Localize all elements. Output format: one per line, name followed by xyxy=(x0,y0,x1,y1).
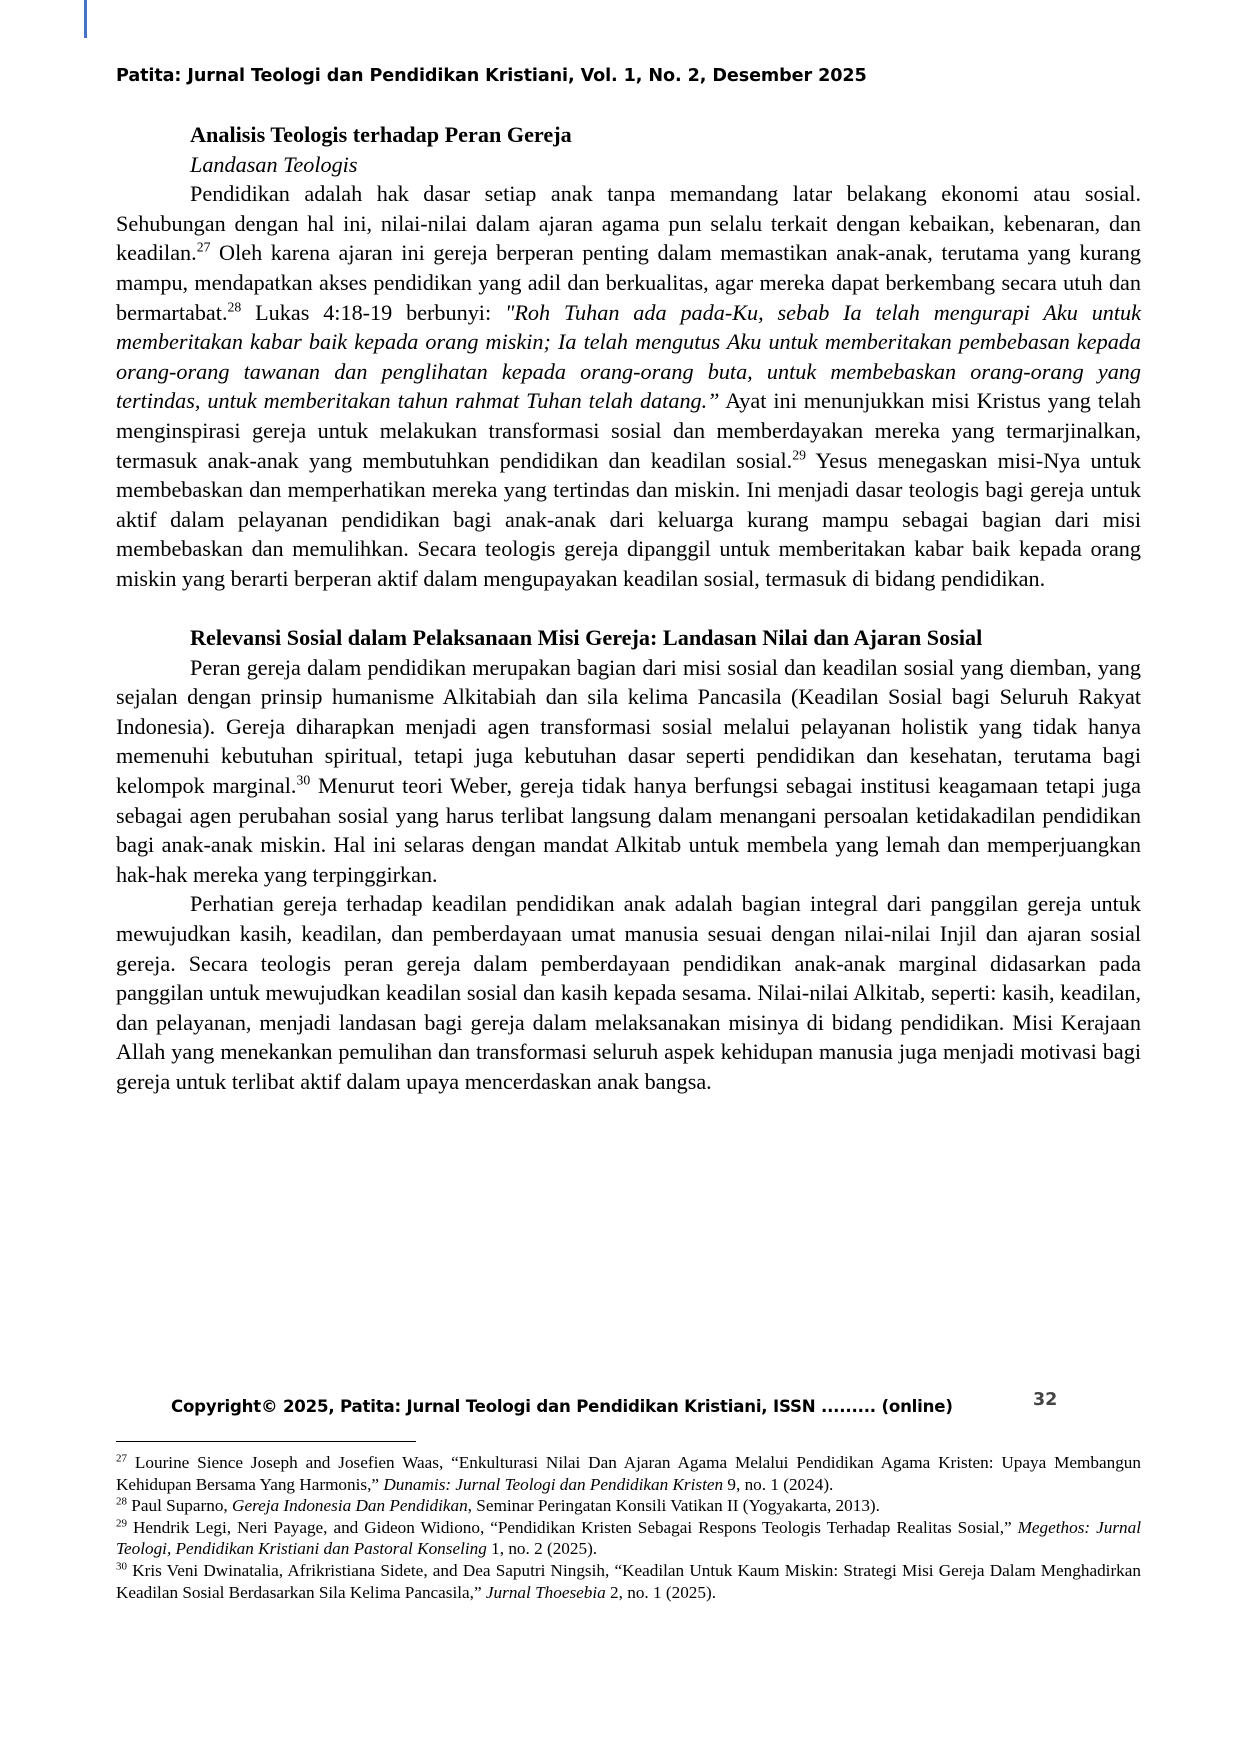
footnote-text: 2, no. 1 (2025). xyxy=(605,1582,717,1602)
footnote-30 xyxy=(116,1560,1141,1603)
footnote-number: 28 xyxy=(116,1495,127,1508)
footnote-text: Lourine Sience Joseph and Josefien Waas, “Enkulturasi Nilai Dan Ajaran Agama Melalui Pendidikan Agama Kristen: Upaya Membangun Kehidupan Bersama Yang Harmonis,” xyxy=(116,1453,1141,1494)
subheading-landasan-teologis: Landasan Teologis xyxy=(190,151,358,177)
page-number: 32 xyxy=(1033,1390,1058,1410)
footnote-number: 30 xyxy=(116,1560,127,1573)
paragraph-text: Pendidikan adalah hak dasar setiap anak tanpa memandang latar belakang ekonomi atau sosial. Sehubungan dengan hal ini, nilai-nilai dalam ajaran agama pun selalu terkait dengan kebaikan, kebenaran, dan keadilan. xyxy=(116,181,1141,266)
footnote-book-title: Gereja Indonesia Dan Pendidikan xyxy=(232,1496,468,1516)
footnotes xyxy=(116,1452,1141,1603)
footnote-separator xyxy=(116,1441,416,1442)
footnote-text: Paul Suparno, xyxy=(127,1496,233,1516)
header-accent-bar xyxy=(84,0,87,38)
section-heading-analisis: Analisis Teologis terhadap Peran Gereja xyxy=(190,122,572,147)
footnote-text: Hendrik Legi, Neri Payage, and Gideon Widiono, “Pendidikan Kristen Sebagai Respons Teologis Terhadap Realitas Sosial,” xyxy=(127,1517,1018,1537)
footnote-text: 1, no. 2 (2025). xyxy=(486,1539,598,1559)
main-body xyxy=(116,120,1141,1097)
paragraph-text: Lukas 4:18-19 berbunyi: xyxy=(241,299,506,325)
footnote-journal-title: Jurnal Thoesebia xyxy=(485,1582,606,1602)
paragraph-relevansi-1 xyxy=(116,653,1141,890)
footer-copyright: Copyright© 2025, Patita: Jurnal Teologi dan Pendidikan Kristiani, ISSN ......... (online) xyxy=(171,1397,953,1416)
footnote-27 xyxy=(116,1452,1141,1495)
paragraph-text: Yesus menegaskan misi-Nya untuk membebaskan dan memperhatikan mereka yang tertindas dan miskin. Ini menjadi dasar teologis bagi gereja untuk aktif dalam pelayanan pendidikan bagi anak-anak dari keluarga kurang mampu sebagai bagian dari misi membebaskan dan memulihkan. Secara teologis gereja dipanggil untuk memberitakan kabar baik kepada orang miskin yang berarti berperan aktif dalam mengupayakan keadilan sosial, termasuk di bidang pendidikan. xyxy=(116,447,1141,591)
footnote-ref-30[interactable]: 30 xyxy=(296,772,311,788)
footnote-journal-title: Dunamis: Jurnal Teologi dan Pendidikan Kristen xyxy=(383,1474,724,1494)
section-spacer xyxy=(116,594,1141,624)
footnote-journal-title: Megethos: Jurnal Teologi, Pendidikan Kristiani dan Pastoral Konseling xyxy=(116,1517,1141,1559)
paragraph-relevansi-2: Perhatian gereja terhadap keadilan pendidikan anak adalah bagian integral dari panggilan gereja untuk mewujudkan kasih, keadilan, dan pemberdayaan umat manusia sesuai dengan nilai-nilai Injil dan ajaran sosial gereja. Secara teologis peran gereja dalam pemberdayaan pendidikan anak-anak marginal didasarkan pada panggilan untuk mewujudkan keadilan sosial dan kasih kepada sesama. Nilai-nilai Alkitab, seperti: kasih, keadilan, dan pelayanan, menjadi landasan bagi gereja dalam melaksanakan misinya di bidang pendidikan. Misi Kerajaan Allah yang menekankan pemulihan dan transformasi seluruh aspek kehidupan manusia juga menjadi motivasi bagi gereja untuk terlibat aktif dalam upaya mencerdaskan anak bangsa. xyxy=(116,891,1141,1094)
section-heading-relevansi-sosial: Relevansi Sosial dalam Pelaksanaan Misi Gereja: Landasan Nilai dan Ajaran Sosial xyxy=(190,625,983,651)
footnote-text: 9, no. 1 (2024). xyxy=(723,1474,834,1494)
paragraph-text: Oleh karena ajaran ini gereja berperan penting dalam memastikan anak-anak, terutama yang kurang mampu, mendapatkan akses pendidikan yang adil dan berkualitas, agar mereka dapat berkembang secara utuh dan bermartabat. xyxy=(116,240,1141,325)
paragraph-text: Ayat ini menunjukkan misi Kristus yang telah menginspirasi gereja untuk melakukan transformasi sosial dan memberdayakan mereka yang termarjinalkan, termasuk anak-anak yang membutuhkan pendidikan dan keadilan sosial. xyxy=(116,388,1141,473)
scripture-quote: "Roh Tuhan ada pada-Ku, sebab Ia telah mengurapi Aku untuk memberitakan kabar baik kepada orang miskin; Ia telah mengutus Aku untuk memberitakan pembebasan kepada orang-orang tawanan dan penglihatan kepada orang-orang buta, untuk membebaskan orang-orang yang tertindas, untuk memberitakan tahun rahmat Tuhan telah datang.” xyxy=(116,299,1142,414)
footnote-text: Kris Veni Dwinatalia, Afrikristiana Sidete, and Dea Saputri Ningsih, “Keadilan Untuk Kaum Miskin: Strategi Misi Gereja Dalam Menghadirkan Keadilan Sosial Berdasarkan Sila Kelima Pancasila,” xyxy=(116,1560,1141,1602)
footnote-ref-28[interactable]: 28 xyxy=(227,299,242,315)
footnote-28 xyxy=(116,1495,1141,1517)
footnote-text: , Seminar Peringatan Konsili Vatikan II (Yogyakarta, 2013). xyxy=(467,1496,880,1516)
running-header: Patita: Jurnal Teologi dan Pendidikan Kristiani, Vol. 1, No. 2, Desember 2025 xyxy=(116,66,867,86)
footnote-ref-29[interactable]: 29 xyxy=(792,447,806,463)
paragraph-text: Menurut teori Weber, gereja tidak hanya berfungsi sebagai institusi keagamaan tetapi juga sebagai agen perubahan sosial yang harus terlibat langsung dalam menangani persoalan ketidakadilan pendidikan bagi anak-anak miskin. Hal ini selaras dengan mandat Alkitab untuk membela yang lemah dan memperjuangkan hak-hak mereka yang terpinggirkan. xyxy=(116,773,1141,887)
paragraph-text: Peran gereja dalam pendidikan merupakan bagian dari misi sosial dan keadilan sosial yang diemban, yang sejalan dengan prinsip humanisme Alkitabiah dan sila kelima Pancasila (Keadilan Sosial bagi Seluruh Rakyat Indonesia). Gereja diharapkan menjadi agen transformasi sosial melalui pelayanan holistik yang tidak hanya memenuhi kebutuhan spiritual, tetapi juga kebutuhan dasar seperti pendidikan dan kesehatan, terutama bagi kelompok marginal. xyxy=(116,654,1141,799)
footnote-number: 29 xyxy=(116,1517,127,1530)
footnote-number: 27 xyxy=(116,1452,127,1465)
footnote-ref-27[interactable]: 27 xyxy=(196,239,211,255)
footnote-29 xyxy=(116,1517,1141,1560)
paragraph-landasan-teologis xyxy=(116,179,1141,593)
